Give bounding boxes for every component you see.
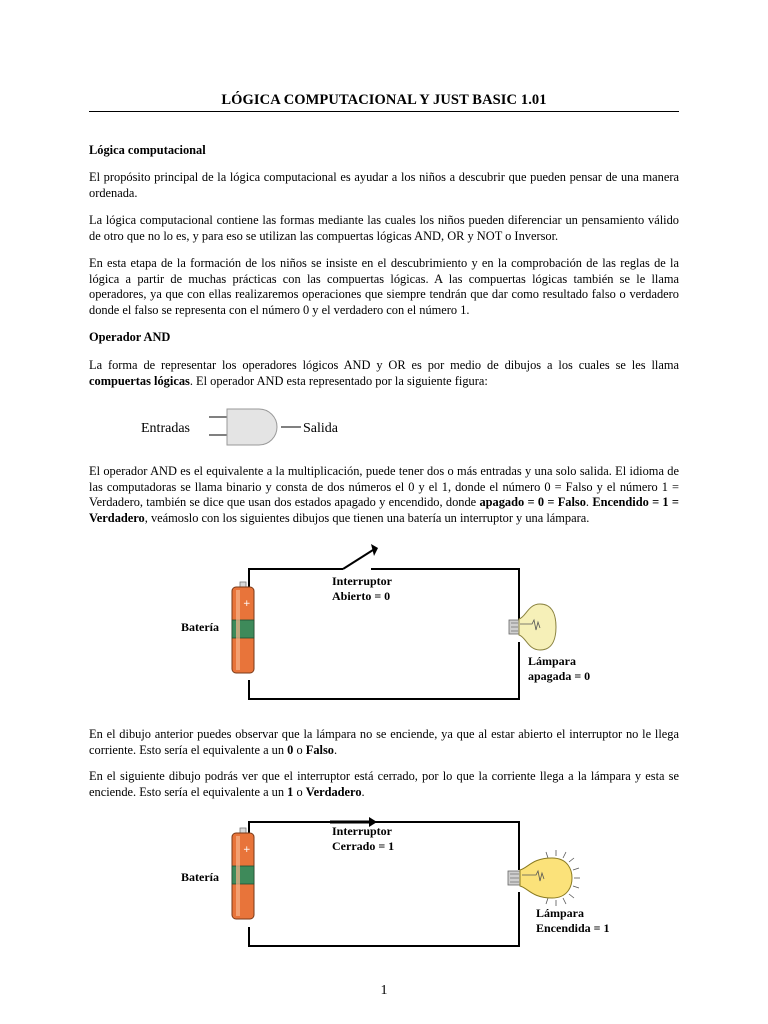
- switch-closed-label: Interruptor Cerrado = 1: [332, 824, 395, 853]
- svg-text:+: +: [243, 599, 251, 609]
- paragraph-7: En el siguiente dibujo podrás ver que el interruptor está cerrado, por lo que la corriente llega a la lámpara y esta se enciende. Esto sería el equivalente a un 1 o Verdadero.: [89, 769, 679, 799]
- paragraph-6: En el dibujo anterior puedes observar que la lámpara no se enciende, ya que al estar abierto el interruptor no le llega corriente. Esto sería el equivalente a un 0 o Falso.: [89, 727, 679, 757]
- page-number: 1: [380, 983, 388, 998]
- battery-label-2: Batería: [181, 870, 219, 884]
- svg-text:+: +: [243, 845, 251, 855]
- battery-label-1: Batería: [181, 620, 219, 634]
- section-heading-and: Operador AND: [89, 330, 171, 344]
- lamp-on-label: Lámpara Encendida = 1: [536, 906, 610, 935]
- paragraph-3: En esta etapa de la formación de los niños se insiste en el descubrimiento y en la comprobación de las reglas de la lógica a partir de muchas prácticas con las compuertas lógicas. A las compuertas lógicas también se le llama operadores, ya que con ellas realizaremos operaciones que siempre tendrán que dar como resultado falso o verdadero donde el falso se representa con el número 0 y el verdadero con el número 1.: [89, 256, 679, 317]
- title-rule: [89, 111, 679, 112]
- battery-icon-2: [230, 828, 260, 924]
- section-heading-logica: Lógica computacional: [89, 143, 206, 157]
- gate-inputs-label: Entradas: [141, 421, 190, 436]
- paragraph-1: El propósito principal de la lógica computacional es ayudar a los niños a descubrir que pueden pensar de una manera ordenada.: [89, 170, 679, 200]
- paragraph-4: La forma de representar los operadores lógicos AND y OR es por medio de dibujos a los cuales se les llama compuertas lógicas. El operador AND esta representado por la siguiente figura:: [89, 358, 679, 388]
- lamp-off-icon: [506, 602, 558, 652]
- switch-open-label: Interruptor Abierto = 0: [332, 574, 392, 603]
- paragraph-5: El operador AND es el equivalente a la multiplicación, puede tener dos o más entradas y una solo salida. El idioma de las computadoras se llama binario y consta de dos números el 0 y el 1, donde el número 0 = Falso y el número 1 = Verdadero, también se dice que usan dos estados apagado y encendido, donde apagado = 0 = Falso. Encendido = 1 = Verdadero, veámoslo con los siguientes dibujos que tienen una batería un interruptor y una lámpara.: [89, 464, 679, 525]
- lamp-on-icon: [504, 848, 584, 908]
- lamp-off-label: Lámpara apagada = 0: [528, 654, 591, 683]
- gate-output-label: Salida: [303, 421, 338, 436]
- battery-icon: [230, 582, 260, 678]
- paragraph-2: La lógica computacional contiene las formas mediante las cuales los niños pueden diferenciar un pensamiento válido de otro que no lo es, y para eso se utilizan las compuertas lógicas AND, OR y NOT o Inversor.: [89, 213, 679, 243]
- page-title: LÓGICA COMPUTACIONAL Y JUST BASIC 1.01: [221, 92, 547, 108]
- and-gate-icon: [205, 406, 305, 448]
- circuit-open-diagram: [225, 540, 535, 710]
